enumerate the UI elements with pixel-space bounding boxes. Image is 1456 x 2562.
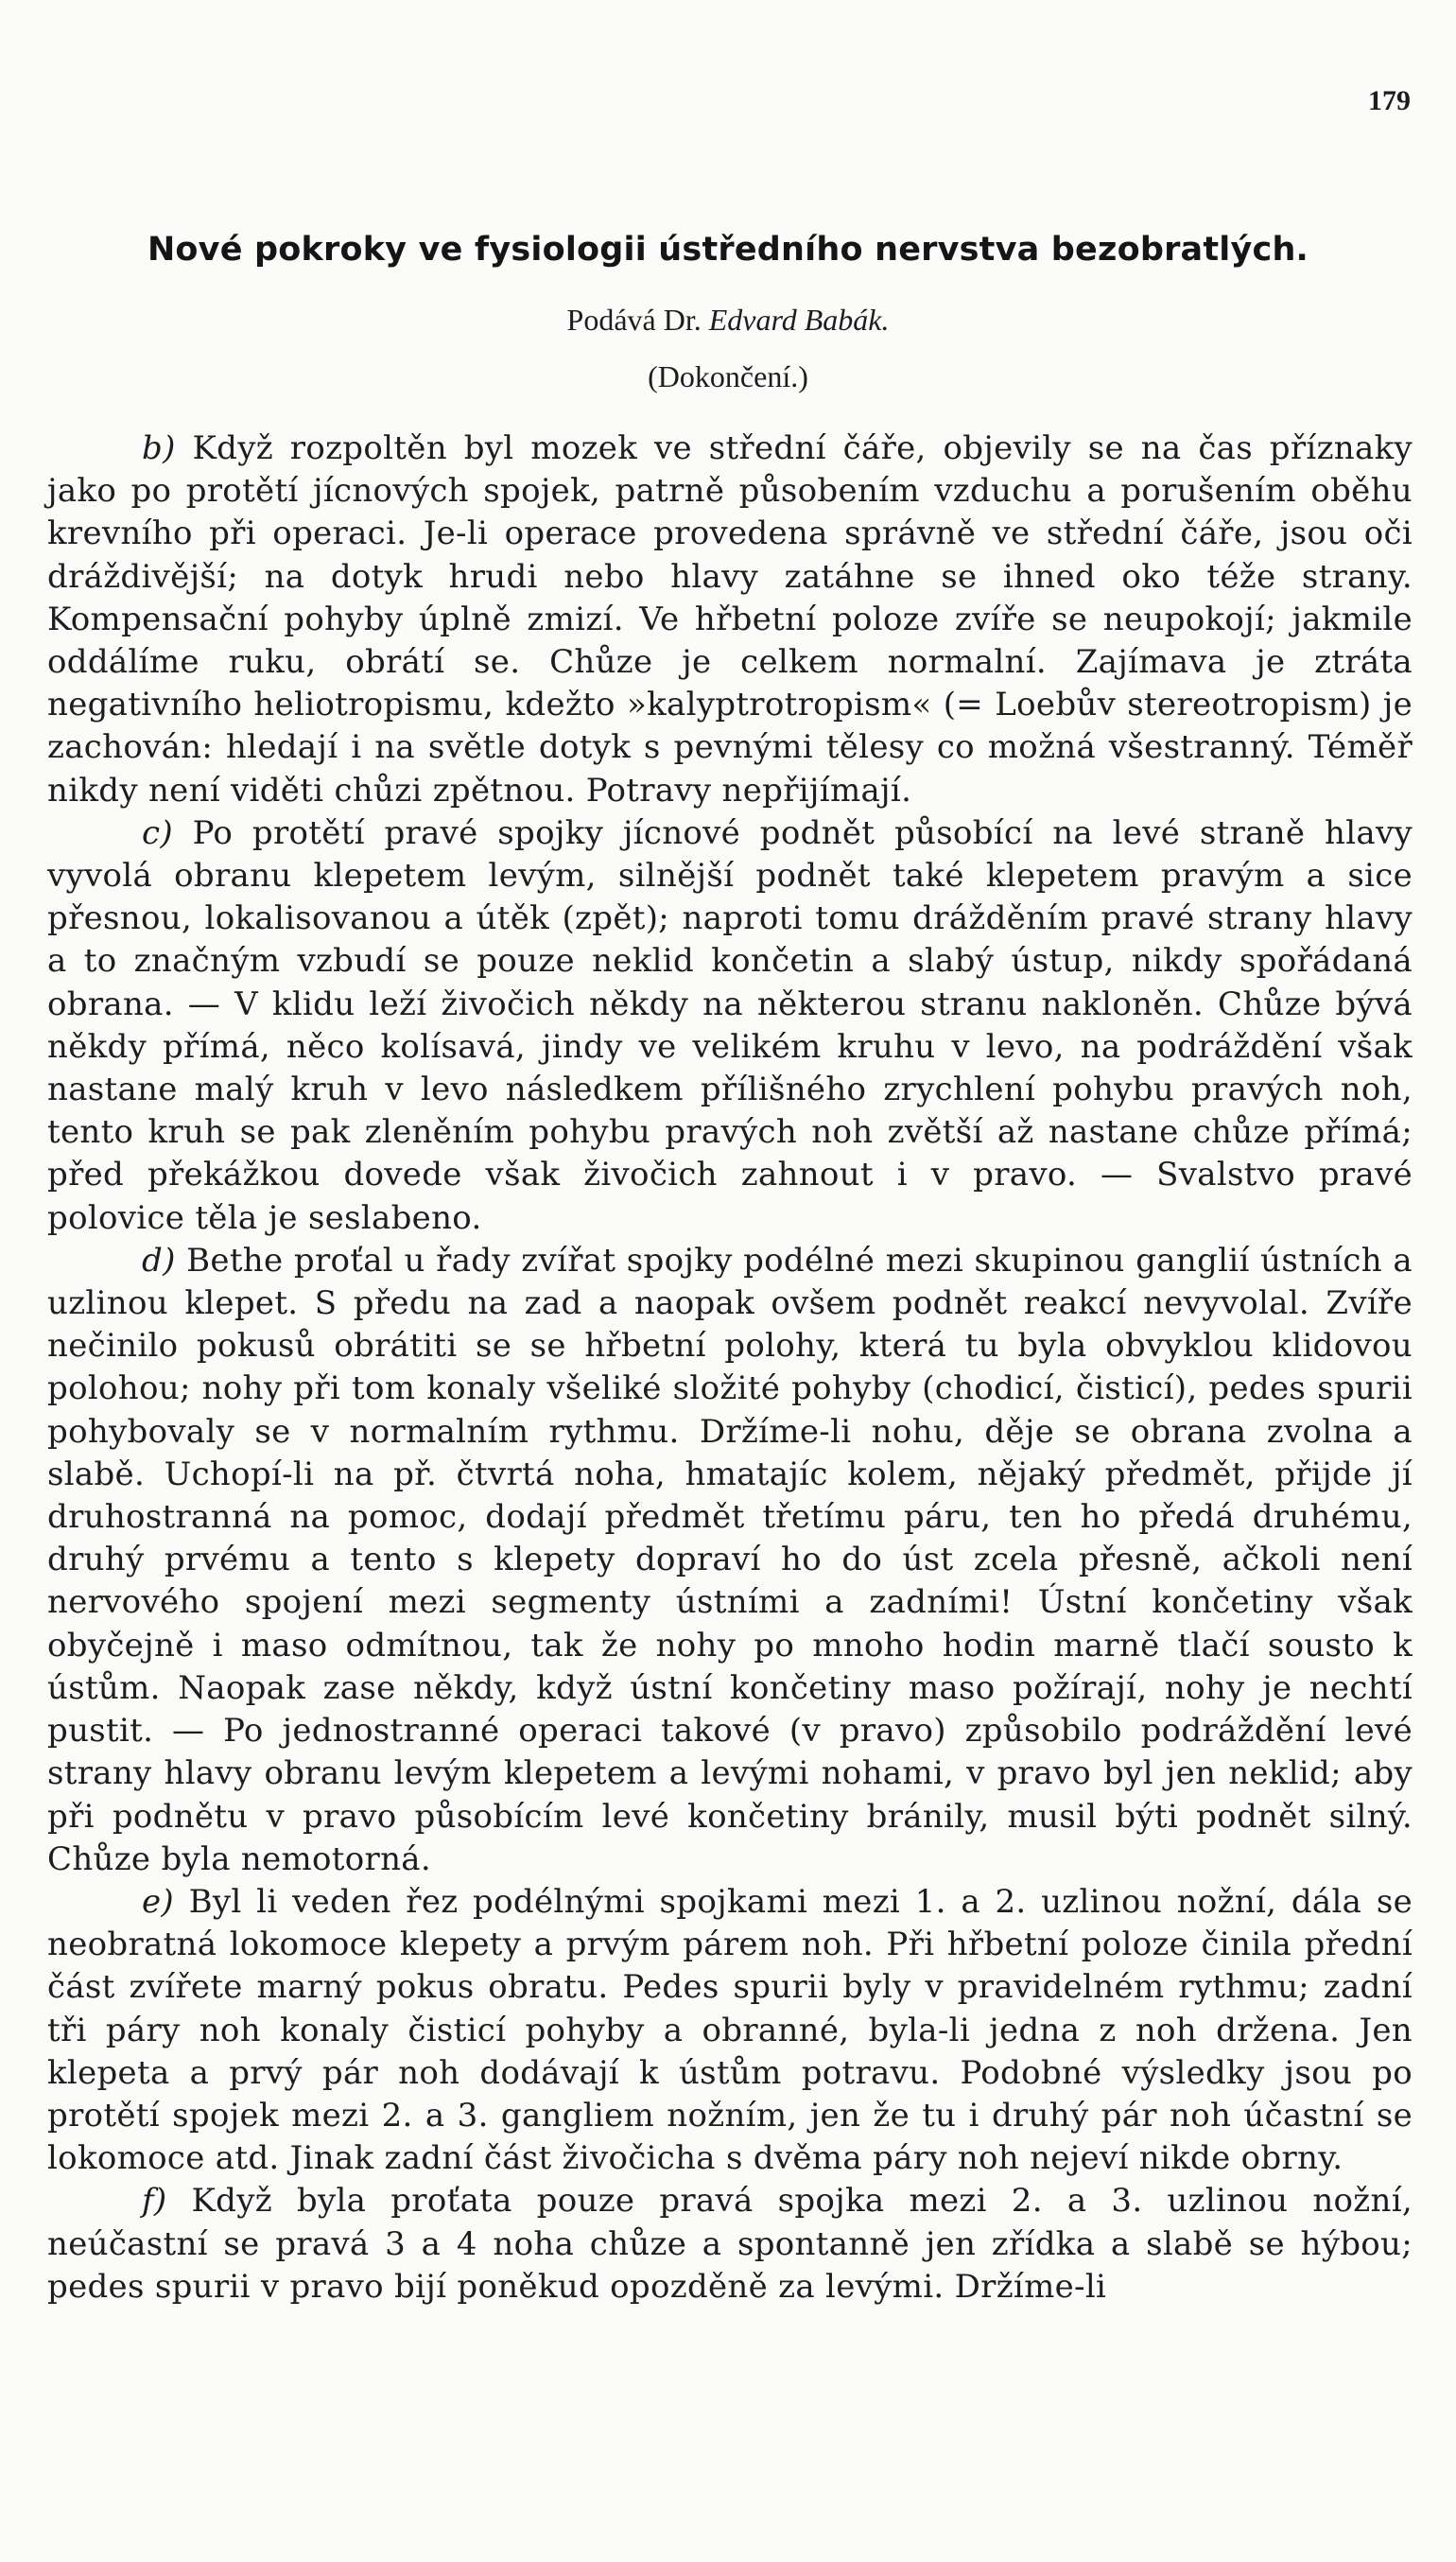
article-body (47, 427, 1413, 2309)
article-title: Nové pokroky ve fysiologii ústředního nervstva bezobratlých. (147, 231, 1309, 269)
paragraph-e (47, 1881, 1413, 2180)
paragraph-text: Po protětí pravé spojky jícnové podnět působící na levé straně hlavy vyvolá obranu klepetem levým, silnější podnět také klepetem pravým a sice přesnou, lokalisovanou a útěk (zpět); naproti tomu drážděním pravé strany hlavy a to značným vzbudí se pouze neklid končetin a slabý ústup, nikdy spořádaná obrana. — V klidu leží živočich někdy na některou stranu nakloněn. Chůze bývá někdy přímá, něco kolísavá, jindy ve velikém kruhu v levo, na podráždění však nastane malý kruh v levo následkem přílišného zrychlení pohybu pravých noh, tento kruh se pak zleněním pohybu pravých noh zvětší až nastane chůze přímá; před překážkou dovede však živočich zahnout i v pravo. — Svalstvo pravé polovice těla je seslabeno. (47, 813, 1413, 1237)
paragraph-marker: b) (142, 429, 176, 467)
paragraph-marker: e) (142, 1882, 174, 1921)
paragraph-d (47, 1240, 1413, 1881)
paragraph-f (47, 2180, 1413, 2309)
paragraph-c (47, 812, 1413, 1240)
paragraph-text: Bethe proťal u řady zvířat spojky podélné mezi skupinou ganglií ústních a uzlinou klepet. S předu na zad a naopak ovšem podnět reakcí nevyvolal. Zvíře nečinilo pokusů obrátiti se se hřbetní polohy, která tu byla obvyklou klidovou polohou; nohy při tom konaly všeliké složité pohyby (chodicí, čisticí), pedes spurii pohybovaly se v normalním rythmu. Držíme-li nohu, děje se obrana zvolna a slabě. Uchopí-li na př. čtvrtá noha, hmatajíc kolem, nějaký předmět, přijde jí druhostranná na pomoc, dodají předmět třetímu páru, ten ho předá druhému, druhý prvému a tento s klepety dopraví ho do úst zcela přesně, ačkoli není nervového spojení mezi segmenty ústními a zadními! Ústní končetiny však obyčejně i maso odmítnou, tak že nohy po mnoho hodin marně tlačí sousto k ústům. Naopak zase někdy, když ústní končetiny maso požírají, nohy je nechtí pustit. — Po jednostranné operaci takové (v pravo) způsobilo podráždění levé strany hlavy obranu levým klepetem a levými nohami, v pravo byl jen neklid; aby při podnětu v pravo působícím levé končetiny bránily, musil býti podnět silný. Chůze byla nemotorná. (47, 1241, 1413, 1878)
page-number: 179 (1368, 85, 1411, 116)
paragraph-marker: f) (142, 2182, 167, 2221)
byline-prefix: Podává Dr. (566, 303, 702, 337)
paragraph-b (47, 427, 1413, 812)
paragraph-text: Byl li veden řez podélnými spojkami mezi 1. a 2. uzlinou nožní, dála se neobratná lokomoce klepety a prvým párem noh. Při hřbetní poloze činila přední část zvířete marný pokus obratu. Pedes spurii byly v pravidelném rythmu; zadní tři páry noh konaly čisticí pohyby a obranné, byla-li jedna z noh držena. Jen klepeta a prvý pár noh dodávají k ústům potravu. Podobné výsledky jsou po protětí spojek mezi 2. a 3. gangliem nožním, jen že tu i druhý pár noh účastní se lokomoce atd. Jinak zadní část živočicha s dvěma páry noh nejeví nikde obrny. (47, 1882, 1413, 2178)
author-name: Edvard Babák. (708, 303, 890, 337)
paragraph-text: Když rozpoltěn byl mozek ve střední čáře, objevily se na čas příznaky jako po protětí jícnových spojek, patrně působením vzduchu a porušením oběhu krevního při operaci. Je-li operace provedena správně ve střední čáře, jsou oči dráždivější; na dotyk hrudi nebo hlavy zatáhne se ihned oko téže strany. Kompensační pohyby úplně zmizí. Ve hřbetní poloze zvíře se neupokojí; jakmile oddálíme ruku, obrátí se. Chůze je celkem normalní. Zajímava je ztráta negativního heliotropismu, kdežto »kalyptrotropism« (= Loebův stereotropism) je zachován: hledají i na světle dotyk s pevnými tělesy co možná všestranný. Téměř nikdy není viděti chůzi zpětnou. Potravy nepřijímají. (47, 429, 1413, 810)
paragraph-marker: d) (142, 1241, 176, 1280)
paragraph-text: Když byla proťata pouze pravá spojka mezi 2. a 3. uzlinou nožní, neúčastní se pravá 3 a 4 noha chůze a spontanně jen zřídka a slabě se hýbou; pedes spurii v pravo bijí poněkud opozděně za levými. Držíme-li (47, 2182, 1413, 2306)
paragraph-marker: c) (142, 813, 173, 852)
byline (0, 303, 1456, 338)
continued-label: (Dokončení.) (648, 359, 808, 393)
